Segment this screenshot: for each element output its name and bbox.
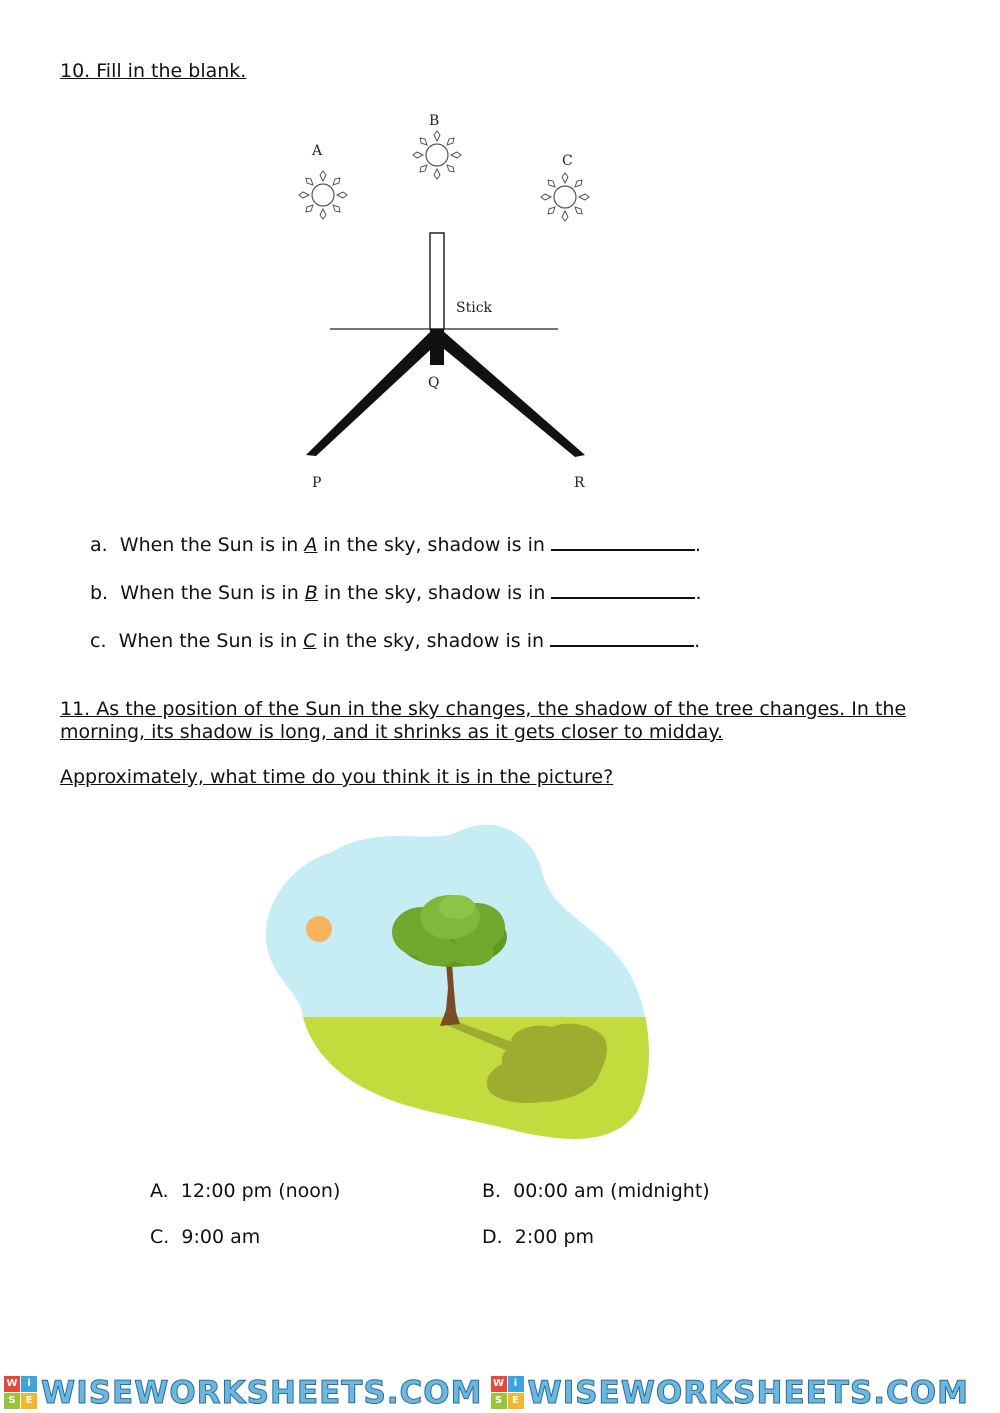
point-label-p: P <box>312 475 322 491</box>
item-end: . <box>694 630 701 652</box>
logo-letter: S <box>4 1393 20 1409</box>
point-label-q: Q <box>428 375 440 391</box>
option-text: 9:00 am <box>181 1226 261 1248</box>
tree-illustration <box>262 812 657 1146</box>
logo-squares-icon <box>491 1376 524 1409</box>
logo-letter: i <box>508 1376 524 1392</box>
q10-item-a <box>90 533 701 556</box>
sun-position: B <box>304 582 318 604</box>
option-c[interactable] <box>150 1226 260 1248</box>
sun-shadow-diagram <box>290 105 620 500</box>
answer-blank[interactable] <box>551 581 695 599</box>
option-text: 2:00 pm <box>514 1226 595 1248</box>
sun-position: A <box>304 534 318 556</box>
logo-letter: S <box>491 1393 507 1409</box>
option-text: 00:00 am (midnight) <box>513 1180 710 1202</box>
logo-letter: E <box>21 1393 37 1409</box>
item-suffix: in the sky, shadow is in <box>323 534 545 556</box>
logo-squares-icon <box>4 1376 37 1409</box>
sun-label-c: C <box>562 153 573 169</box>
logo-letter: W <box>4 1376 20 1392</box>
item-letter: a. <box>90 534 108 556</box>
logo-text: WISEWORKSHEETS.COM <box>527 1374 969 1411</box>
logo <box>4 1375 483 1411</box>
point-label-r: R <box>574 475 585 491</box>
sun-icon <box>299 171 347 219</box>
answer-blank[interactable] <box>550 629 694 647</box>
stick-label: Stick <box>456 300 493 316</box>
option-letter: A. <box>150 1180 169 1202</box>
option-letter: D. <box>482 1226 503 1248</box>
q10-item-b <box>90 581 702 604</box>
shadow-r <box>432 331 585 457</box>
logo <box>491 1375 970 1411</box>
item-prefix: When the Sun is in <box>118 630 298 652</box>
option-b[interactable] <box>482 1180 710 1202</box>
shadow-p <box>306 331 442 456</box>
option-letter: B. <box>482 1180 502 1202</box>
item-letter: b. <box>90 582 109 604</box>
answer-blank[interactable] <box>551 533 695 551</box>
footer-watermark <box>0 1372 1000 1413</box>
sun-icon <box>413 131 461 179</box>
q11-intro: 11. As the position of the Sun in the sky changes, the shadow of the tree changes. In the morning, its shadow is long, and it shrinks as it gets closer to midday. <box>60 698 907 743</box>
q11-question: Approximately, what time do you think it is in the picture? <box>60 766 614 788</box>
q10-title: 10. Fill in the blank. <box>60 60 247 82</box>
option-d[interactable] <box>482 1226 594 1248</box>
logo-letter: i <box>21 1376 37 1392</box>
item-letter: c. <box>90 630 107 652</box>
item-prefix: When the Sun is in <box>120 582 299 604</box>
item-end: . <box>694 534 702 556</box>
option-a[interactable] <box>150 1180 340 1202</box>
logo-text: WISEWORKSHEETS.COM <box>41 1374 483 1411</box>
stick <box>430 233 444 329</box>
q10-item-c <box>90 629 700 652</box>
item-end: . <box>695 582 702 604</box>
item-suffix: in the sky, shadow is in <box>322 630 545 652</box>
sun-position: C <box>303 630 317 652</box>
option-letter: C. <box>150 1226 170 1248</box>
sun-icon <box>306 916 332 942</box>
logo-letter: E <box>508 1393 524 1409</box>
item-suffix: in the sky, shadow is in <box>323 582 546 604</box>
sun-label-b: B <box>429 113 440 129</box>
logo-letter: W <box>491 1376 507 1392</box>
item-prefix: When the Sun is in <box>119 534 299 556</box>
sun-icon <box>541 173 589 221</box>
sun-label-a: A <box>312 143 323 159</box>
option-text: 12:00 pm (noon) <box>180 1180 341 1202</box>
